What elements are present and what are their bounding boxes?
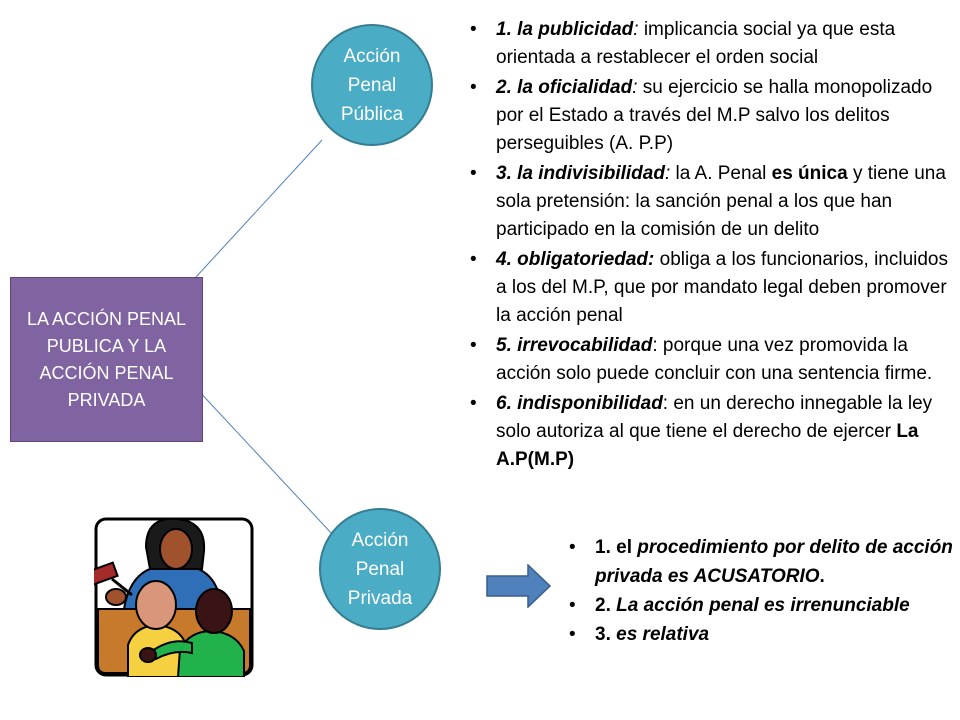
item-sep: : bbox=[632, 77, 638, 98]
item-text: implicancia social ya que esta orientada a restablecer el orden social bbox=[496, 19, 896, 68]
item-text: . bbox=[819, 566, 825, 587]
list-item bbox=[567, 620, 960, 649]
item-text: su ejercicio se halla monopolizado por el Estado a través del M.P salvo los delitos perseguibles (A. P.P) bbox=[496, 77, 933, 154]
item-term: la indivisibilidad bbox=[517, 163, 665, 184]
item-term: procedimiento por delito de acción privada es ACUSATORIO bbox=[595, 537, 953, 587]
list-item bbox=[468, 246, 960, 330]
main-topic-box bbox=[10, 277, 203, 442]
item-sep: : bbox=[652, 335, 658, 356]
list-item bbox=[468, 332, 960, 388]
item-term: la oficialidad bbox=[517, 77, 633, 98]
item-number: 1. bbox=[595, 537, 611, 558]
item-term: obligatoriedad: bbox=[517, 249, 655, 270]
item-number: 2. bbox=[595, 595, 611, 616]
item-term: la publicidad bbox=[517, 19, 634, 40]
accion-penal-privada-circle bbox=[319, 508, 441, 630]
item-number: 5. bbox=[496, 335, 512, 356]
circle-line: Acción bbox=[343, 45, 401, 67]
item-number: 3. bbox=[595, 624, 611, 645]
courtroom-judge-clipart-icon bbox=[94, 517, 254, 677]
list-item bbox=[468, 74, 960, 158]
list-item bbox=[567, 591, 960, 620]
connector-publica bbox=[196, 140, 322, 277]
item-text: obliga a los funcionarios, incluidos a los del M.P, que por mandato legal deben promover la acción penal bbox=[496, 249, 948, 326]
list-item bbox=[468, 16, 960, 72]
list-item bbox=[468, 160, 960, 244]
item-number: 2. bbox=[496, 77, 512, 98]
item-sep: : bbox=[662, 393, 669, 414]
list-item bbox=[567, 533, 960, 591]
circle-line: Privada bbox=[347, 587, 413, 609]
item-text: y tiene una sola pretensión: la sanción penal a los que han participado en la comisión de un delito bbox=[496, 163, 946, 240]
item-term: irrevocabilidad bbox=[517, 335, 653, 356]
list-item bbox=[468, 390, 960, 474]
main-topic-label: LA ACCIÓN PENAL PUBLICA Y LA ACCIÓN PENAL PRIVADA bbox=[26, 308, 187, 410]
item-text: el bbox=[610, 537, 638, 558]
right-arrow-icon bbox=[486, 564, 552, 608]
item-number: 6. bbox=[496, 393, 512, 414]
item-term: La acción penal es irrenunciable bbox=[616, 595, 910, 616]
item-sep: : bbox=[633, 19, 639, 40]
item-sep: : bbox=[664, 163, 671, 184]
item-bold-text: es única bbox=[771, 163, 848, 184]
connector-privada bbox=[196, 388, 333, 535]
item-text: en un derecho innegable la ley solo autoriza al que tiene el derecho de ejercer bbox=[496, 393, 933, 442]
circle-line: Penal bbox=[347, 74, 397, 96]
item-number: 4. bbox=[496, 249, 512, 270]
privada-characteristics-list bbox=[567, 533, 960, 649]
item-term: indisponibilidad bbox=[517, 393, 663, 414]
item-term: es relativa bbox=[616, 624, 710, 645]
item-text: la A. Penal bbox=[670, 163, 772, 184]
item-text: porque una vez promovida la acción solo puede concluir con una sentencia firme. bbox=[496, 335, 933, 384]
publica-characteristics-list bbox=[468, 16, 960, 476]
circle-line: Acción bbox=[351, 529, 409, 551]
circle-line: Pública bbox=[340, 103, 404, 125]
item-bold-text: La A.P(M.P) bbox=[496, 421, 919, 470]
item-number: 1. bbox=[496, 19, 512, 40]
accion-penal-publica-circle bbox=[311, 24, 433, 146]
item-number: 3. bbox=[496, 163, 512, 184]
circle-line: Penal bbox=[355, 558, 405, 580]
